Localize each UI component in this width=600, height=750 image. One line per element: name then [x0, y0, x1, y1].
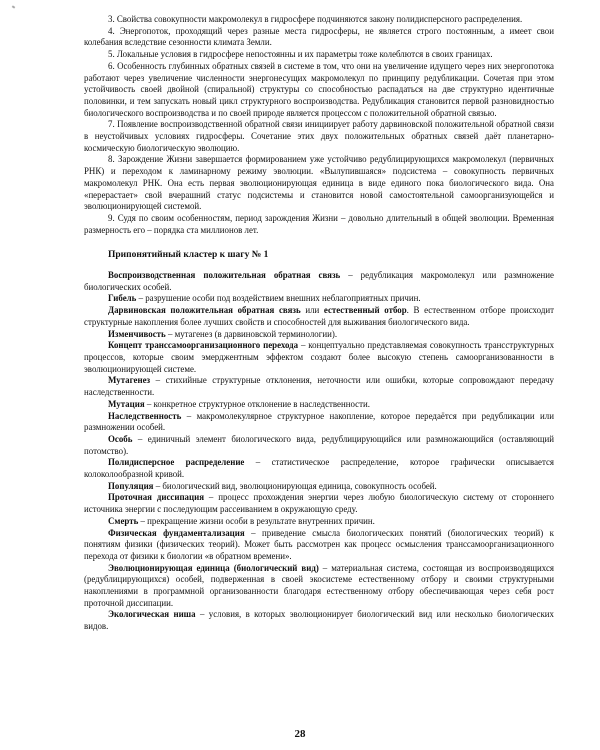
definition-text: – биологический вид, эволюционирующая единица, совокупность особей.	[153, 480, 437, 491]
definition-text: – концептуально представляемая совокупность трансструктурных процессов, которые своим эмерджентным эффектом создают более высокую степень самоорганизованности в эволюционирующей системе.	[84, 340, 555, 374]
definition-item	[84, 293, 554, 305]
definition-term: Полидисперсное распределение	[108, 457, 245, 468]
definition-text: – конкретное структурное отклонение в наследственности.	[144, 398, 370, 409]
definition-text: – материальная система, состоящая из воспроизводящихся (редублицирующихся) особей, подверженная в своей экосистеме естественному отбору и своими структурными накоплениями в программной организованности благодаря естественному отбору обеспечивающая через себя рост проточной диссипации.	[84, 562, 554, 608]
definition-text: – прекращение жизни особи в результате внутренних причин.	[138, 515, 375, 526]
definition-item	[84, 399, 554, 411]
definition-text-2: . В естественном отборе происходит структурные накопления более лучших свойств и способностей для выживания биологического вида.	[84, 305, 554, 327]
definition-item	[84, 492, 554, 515]
paragraph-6: 6. Особенность глубинных обратных связей в системе в том, что они на увеличение идущего через них энергопотока работают через увеличение численности энергонесущих макромолекул по принципу редубликации. Сочетая при этом устойчивость своей двойной (спиральной) структуры со способностью распадаться на две структурно идентичные половинки, и тем запускать новый цикл структурного воспроизводства. Редубликация становится первой разновидностью биологического воспроизводства и по своей природе является процессом с положительной обратной связью.	[84, 60, 554, 118]
definition-item	[84, 305, 554, 328]
paragraph-3: 3. Свойства совокупности макромолекул в гидросфере подчиняются закону полидисперсного распределения.	[108, 14, 523, 24]
definition-item	[84, 563, 554, 610]
definition-list	[84, 270, 554, 633]
definition-item	[84, 270, 554, 293]
definition-text: или	[300, 305, 324, 316]
definition-text: – единичный элемент биологического вида, редублицирующийся или размножающийся (оставляющий потомство).	[84, 433, 554, 456]
paragraph-5: 5. Локальные условия в гидросфере непостоянны и их параметры тоже колеблются в своих границах.	[108, 49, 493, 60]
definition-term: Физическая фундаментализация	[108, 527, 245, 538]
definition-term: Проточная диссипация	[108, 492, 205, 503]
definition-item	[84, 516, 554, 528]
definition-term: Наследственность	[108, 410, 182, 421]
definition-term: Смерть	[108, 515, 139, 526]
numbered-list	[84, 14, 554, 236]
definition-text: – разрушение особи под воздействием внешних неблагоприятных причин.	[136, 293, 421, 304]
definition-item	[84, 434, 554, 457]
definition-text: – условия, в которых эволюционирует биологический вид или несколько биологических видов.	[84, 609, 554, 632]
definition-text: – мутагенез (в дарвиновской терминологии).	[165, 328, 338, 339]
definition-term: Экологическая ниша	[108, 609, 196, 620]
definition-item	[84, 481, 554, 493]
page-number: 28	[294, 728, 306, 740]
definition-text: – стихийные структурные отклонения, неточности или ошибки, которые сопровождают передачу наследственности.	[84, 375, 554, 398]
definition-text: – макромолекулярное структурное накопление, которое передаётся при редубликации или размножении особей.	[84, 410, 554, 433]
definition-item	[84, 609, 554, 632]
scan-mark	[12, 5, 16, 8]
definition-text: – процесс прохождения энергии через любую биологическую систему от стороннего источника энергии с последующим рассеиванием в окружающую среду.	[84, 492, 554, 515]
paragraph-9: 9. Судя по своим особенностям, период зарождения Жизни – довольно длительный в общей эволюции. Временная размерность его – порядка ста миллионов лет.	[84, 212, 554, 235]
definition-item	[84, 457, 554, 480]
definition-term: Изменчивость	[108, 328, 166, 339]
definition-term: Мутагенез	[108, 375, 151, 386]
definition-text: – редубликация макромолекул или размножение биологических особей.	[84, 270, 554, 292]
definition-item	[84, 375, 554, 398]
definition-term: Эволюционирующая единица (биологический вид)	[108, 562, 319, 573]
definition-term: Мутация	[108, 398, 145, 409]
definition-item	[84, 528, 554, 563]
definition-term: Дарвиновская положительная обратная связь	[108, 305, 301, 316]
paragraph-8: 8. Зарождение Жизни завершается формированием уже устойчиво редублицирующихся макромолекул (первичных РНК) и переходом к ламинарному режиму эволюции. «Вылупившаяся» подсистема – совокупность первичных макромолекул РНК. Она есть первая эволюционирующая единица в виде единого пока биологического вида. Она «перерастает» свой вчерашний статус подсистемы и становится новой самостоятельной самоорганизующейся и эволюционирующей системой.	[84, 154, 554, 212]
definition-term: Концепт трансcамоорганизационного перехода	[108, 340, 299, 351]
paragraph-7: 7. Появление воспроизводственной обратной связи инициирует работу дарвиновской положительной обратной связи в неустойчивых условиях гидросферы. Сочетание этих двух положительных обратных связей даёт планетарно-космическую биологическую эволюцию.	[84, 119, 554, 153]
definition-text: – статистическое распределение, которое графически описывается колоколообразной кривой.	[84, 457, 554, 480]
definition-item	[84, 340, 554, 375]
definition-term: Популяция	[108, 480, 154, 491]
definition-text: – приведение смысла биологических понятий (биологических теорий) к понятиям физики (физических теорий). Может быть рассмотрен как процесс осмысления трансcамоорганизационного перехода от физики к биологии «в обратном времени».	[84, 527, 554, 561]
definition-item	[84, 411, 554, 434]
page-content	[84, 14, 554, 633]
definition-term: Воспроизводственная положительная обратная связь	[108, 270, 341, 281]
cluster-heading: Припонятийный кластер к шагу № 1	[108, 250, 269, 261]
definition-term: Гибель	[108, 293, 137, 304]
definition-item	[84, 329, 554, 341]
definition-term: Особь	[108, 433, 133, 444]
paragraph-4: 4. Энергопоток, проходящий через разные места гидросферы, не является строго постоянным, а имеет свои колебания вследствие сезонности климата Земли.	[84, 25, 554, 48]
definition-term-2: естественный отбор	[323, 305, 407, 316]
